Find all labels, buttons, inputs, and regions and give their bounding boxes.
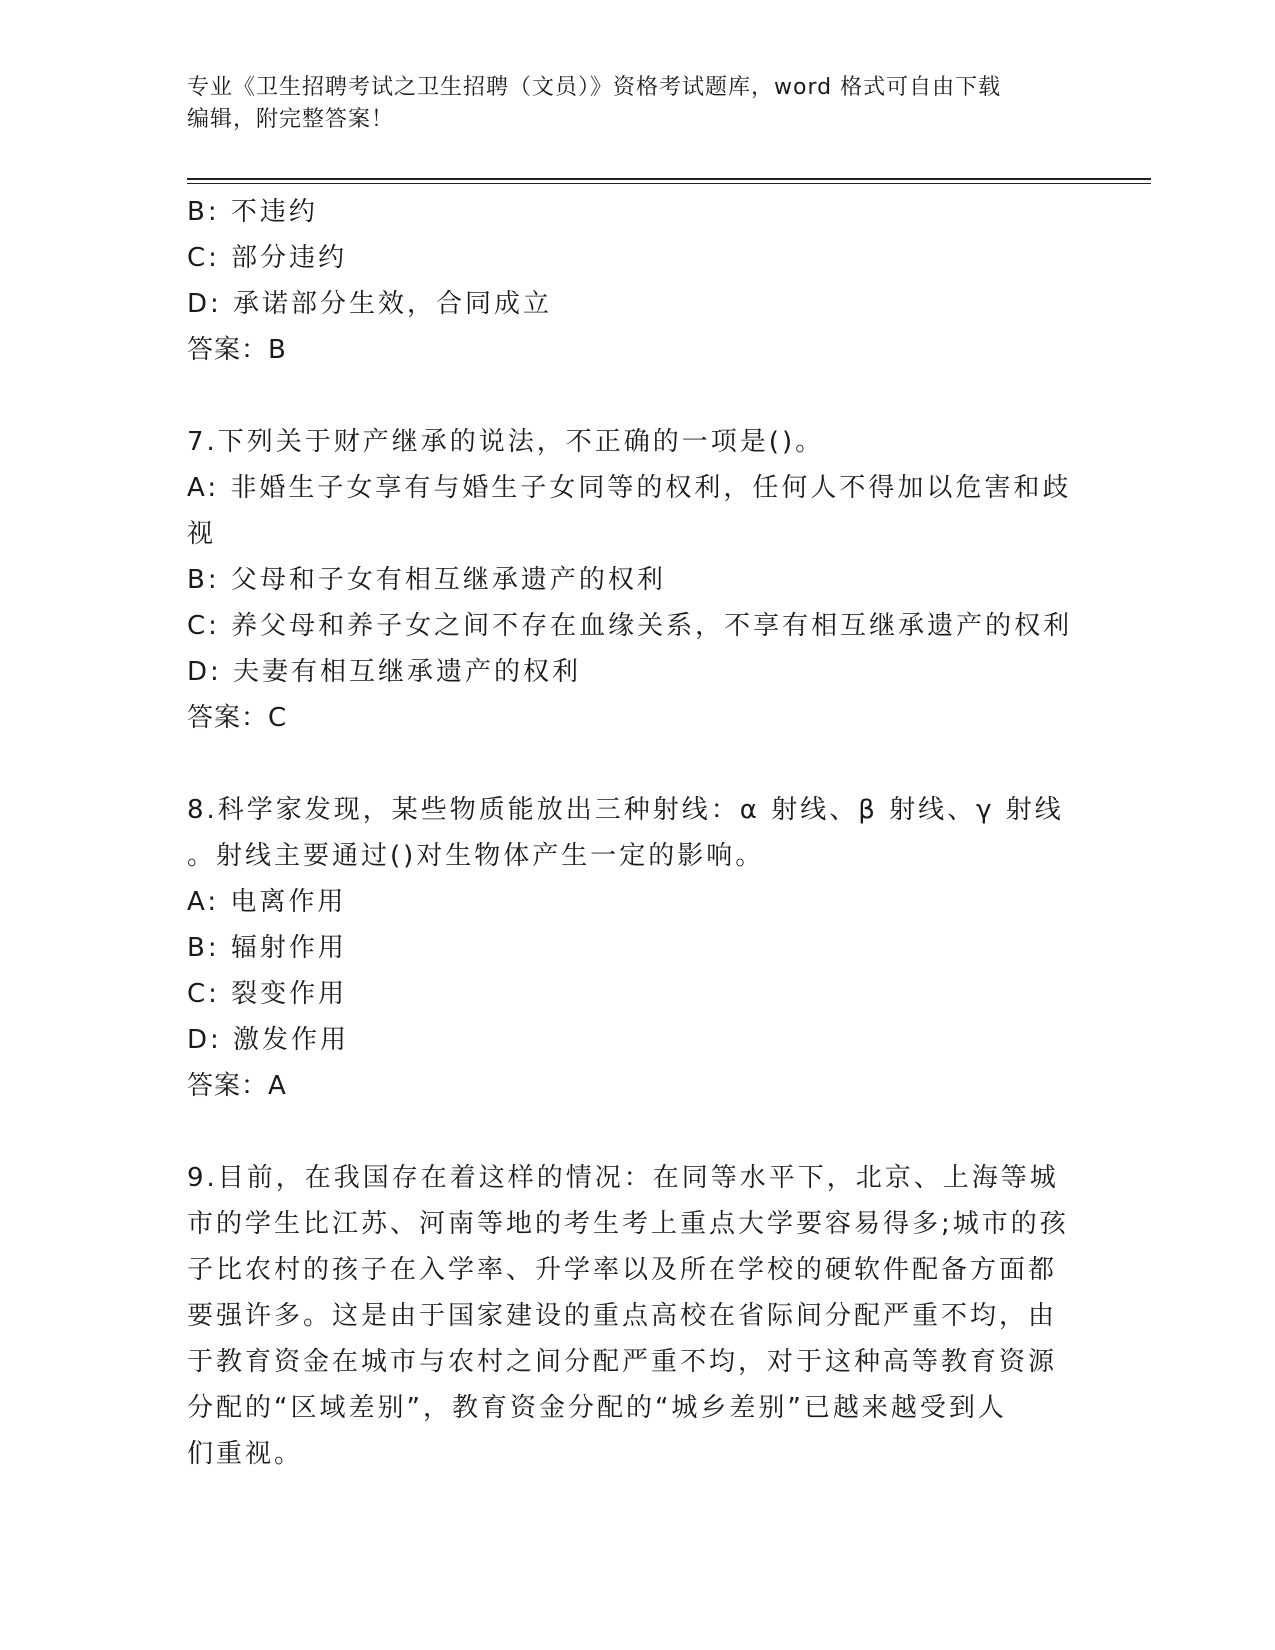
q8-answer: 答案：A — [187, 1071, 287, 1101]
q7-option-a-line-2: 视 — [187, 519, 217, 549]
q9-stem-line-7: 们重视。 — [187, 1439, 304, 1469]
question-9 — [187, 1155, 1087, 1477]
q7-option-d: D: 夫妻有相互继承遗产的权利 — [187, 657, 582, 687]
header-divider-thin — [187, 183, 1151, 184]
header-line-2: 编辑，附完整答案！ — [187, 107, 395, 132]
q9-stem-line-4: 要强许多。这是由于国家建设的重点高校在省际间分配严重不均，由 — [187, 1301, 1058, 1331]
q9-stem-line-3: 子比农村的孩子在入学率、升学率以及所在学校的硬软件配备方面都 — [187, 1255, 1058, 1285]
q7-option-a-line-1: A: 非婚生子女享有与婚生子女同等的权利，任何人不得加以危害和歧 — [187, 473, 1072, 503]
spacer — [187, 741, 1087, 787]
spacer — [187, 373, 1087, 419]
header-divider-thick — [187, 178, 1151, 180]
q6-option-b: B: 不违约 — [187, 197, 318, 227]
header-line-1: 专业《卫生招聘考试之卫生招聘（文员）》资格考试题库，word 格式可自由下载 — [187, 75, 1002, 100]
q8-stem-line-1: 8.科学家发现，某些物质能放出三种射线：α 射线、β 射线、γ 射线 — [187, 795, 1064, 825]
q6-answer: 答案：B — [187, 335, 287, 365]
question-8 — [187, 787, 1087, 1109]
q7-answer: 答案：C — [187, 703, 288, 733]
question-7 — [187, 419, 1087, 741]
q7-option-c: C: 养父母和养子女之间不存在血缘关系，不享有相互继承遗产的权利 — [187, 611, 1073, 641]
q6-option-d: D: 承诺部分生效，合同成立 — [187, 289, 553, 319]
document-header — [187, 72, 1067, 136]
q8-option-a: A: 电离作用 — [187, 887, 347, 917]
q9-stem-line-1: 9.目前，在我国存在着这样的情况：在同等水平下，北京、上海等城 — [187, 1163, 1059, 1193]
question-content — [187, 189, 1087, 1477]
q9-stem-line-2: 市的学生比江苏、河南等地的考生考上重点大学要容易得多;城市的孩 — [187, 1209, 1069, 1239]
question-6-tail — [187, 189, 1087, 373]
spacer — [187, 1109, 1087, 1155]
q8-stem-line-2: 。射线主要通过()对生物体产生一定的影响。 — [187, 841, 765, 871]
q8-option-b: B: 辐射作用 — [187, 933, 347, 963]
q7-stem: 7.下列关于财产继承的说法，不正确的一项是()。 — [187, 427, 825, 457]
q9-stem-line-5: 于教育资金在城市与农村之间分配严重不均，对于这种高等教育资源 — [187, 1347, 1058, 1377]
q8-option-c: C: 裂变作用 — [187, 979, 348, 1009]
q9-stem-line-6: 分配的“区域差别”，教育资金分配的“城乡差别”已越来越受到人 — [187, 1393, 1007, 1423]
q7-option-b: B: 父母和子女有相互继承遗产的权利 — [187, 565, 666, 595]
q6-option-c: C: 部分违约 — [187, 243, 348, 273]
q8-option-d: D: 激发作用 — [187, 1025, 350, 1055]
